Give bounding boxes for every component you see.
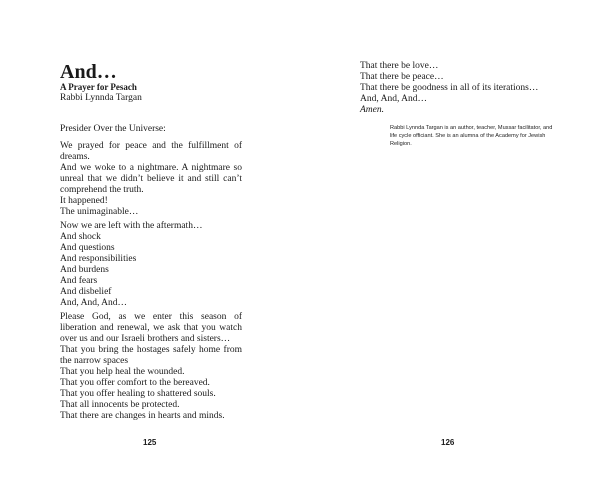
text-line: That you help heal the wounded. <box>60 367 185 377</box>
text-line: And disbelief <box>60 287 112 297</box>
text-line: It happened! <box>60 196 108 206</box>
page-number: 125 <box>143 438 157 447</box>
paragraph-3 <box>60 312 242 422</box>
salutation <box>60 124 242 135</box>
text-line: We prayed for peace and the fulfillment of dreams. <box>60 141 242 162</box>
text-line: That there are changes in hearts and minds. <box>60 411 225 421</box>
text-line: Please God, as we enter this season of liberation and renewal, we ask that you watch over us and our Israeli brothers and sisters… <box>60 312 242 344</box>
right-page <box>300 0 600 480</box>
page-number: 126 <box>441 438 455 447</box>
salutation-line: Presider Over the Universe: <box>60 124 166 134</box>
text-line: Now we are left with the aftermath… <box>60 221 203 231</box>
text-line: That there be peace… <box>360 72 444 82</box>
text-line: The unimaginable… <box>60 207 139 217</box>
paragraph-2 <box>60 221 242 309</box>
text-line: That there be love… <box>360 61 439 71</box>
text-line: And shock <box>60 232 101 242</box>
prayer-title: And… <box>60 61 117 83</box>
text-line: And, And, And… <box>360 94 428 104</box>
text-line: That there be goodness in all of its iterations… <box>360 83 539 93</box>
prayer-subtitle: A Prayer for Pesach <box>60 82 137 92</box>
text-line: And we woke to a nightmare. A nightmare so unreal that we didn’t believe it and still can’t comprehend the truth. <box>60 163 242 195</box>
text-line: That all innocents be protected. <box>60 400 180 410</box>
text-line: That you offer comfort to the bereaved. <box>60 378 210 388</box>
prayer-author: Rabbi Lynnda Targan <box>60 93 142 103</box>
text-line: And, And, And… <box>60 298 128 308</box>
paragraph-1 <box>60 141 242 218</box>
prayer-continuation <box>360 61 590 116</box>
closing-amen: Amen. <box>360 105 385 115</box>
author-bio: Rabbi Lynnda Targan is an author, teacher, Mussar facilitator, and life cycle officiant. She is an alumna of the Academy for Jewish Religion. <box>390 125 553 147</box>
text-line: And fears <box>60 276 98 286</box>
text-line: And questions <box>60 243 115 253</box>
text-line: That you bring the hostages safely home from the narrow spaces <box>60 345 242 366</box>
text-line: That you offer healing to shattered souls. <box>60 389 216 399</box>
text-line: And responsibilities <box>60 254 137 264</box>
text-line: And burdens <box>60 265 109 275</box>
